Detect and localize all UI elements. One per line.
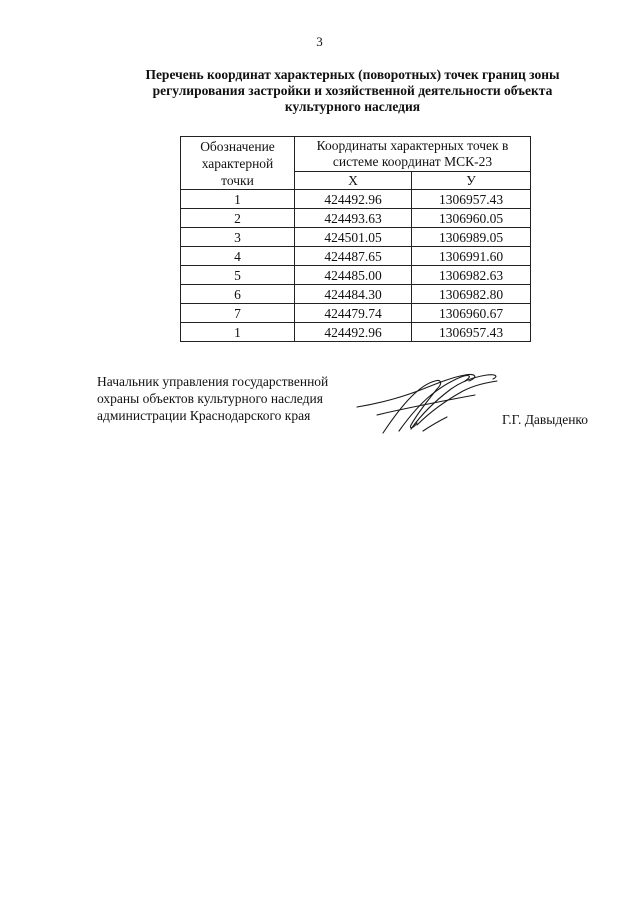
point-column-header: Обозначение характерной точки (181, 137, 295, 190)
point-id: 2 (181, 209, 295, 228)
y-value: 1306982.63 (412, 266, 531, 285)
title-line: Перечень координат характерных (поворотных) точек границ зоны (145, 67, 560, 82)
signer-position-line: администрации Краснодарского края (97, 408, 311, 423)
document-title (110, 67, 595, 115)
x-value: 424479.74 (295, 304, 412, 323)
y-column-header: У (412, 172, 531, 190)
point-id: 7 (181, 304, 295, 323)
signer-position (97, 373, 328, 424)
y-value: 1306991.60 (412, 247, 531, 266)
point-id: 3 (181, 228, 295, 247)
signer-position-line: охраны объектов культурного наследия (97, 391, 323, 406)
table-row (181, 323, 531, 342)
title-line: культурного наследия (284, 99, 421, 114)
x-value: 424492.96 (295, 323, 412, 342)
y-value: 1306957.43 (412, 190, 531, 209)
table-row (181, 285, 531, 304)
x-value: 424492.96 (295, 190, 412, 209)
y-value: 1306982.80 (412, 285, 531, 304)
point-id: 1 (181, 190, 295, 209)
handwritten-signature (353, 367, 503, 437)
page-number: 3 (316, 34, 323, 49)
table-row (181, 266, 531, 285)
y-value: 1306989.05 (412, 228, 531, 247)
table-row (181, 304, 531, 323)
x-value: 424501.05 (295, 228, 412, 247)
y-value: 1306960.05 (412, 209, 531, 228)
point-id: 4 (181, 247, 295, 266)
x-value: 424487.65 (295, 247, 412, 266)
point-id: 1 (181, 323, 295, 342)
table-row (181, 247, 531, 266)
signer-position-line: Начальник управления государственной (97, 374, 329, 389)
table-row (181, 209, 531, 228)
x-column-header: Х (295, 172, 412, 190)
y-value: 1306957.43 (412, 323, 531, 342)
signer-name: Г.Г. Давыденко (502, 412, 589, 427)
point-id: 5 (181, 266, 295, 285)
title-line: регулирования застройки и хозяйственной деятельности объекта (152, 83, 553, 98)
y-value: 1306960.67 (412, 304, 531, 323)
x-value: 424484.30 (295, 285, 412, 304)
x-value: 424485.00 (295, 266, 412, 285)
x-value: 424493.63 (295, 209, 412, 228)
coordinates-column-header: Координаты характерных точек в системе координат МСК-23 (295, 137, 531, 172)
table-row (181, 228, 531, 247)
table-row (181, 190, 531, 209)
point-id: 6 (181, 285, 295, 304)
coordinates-table (180, 136, 531, 342)
